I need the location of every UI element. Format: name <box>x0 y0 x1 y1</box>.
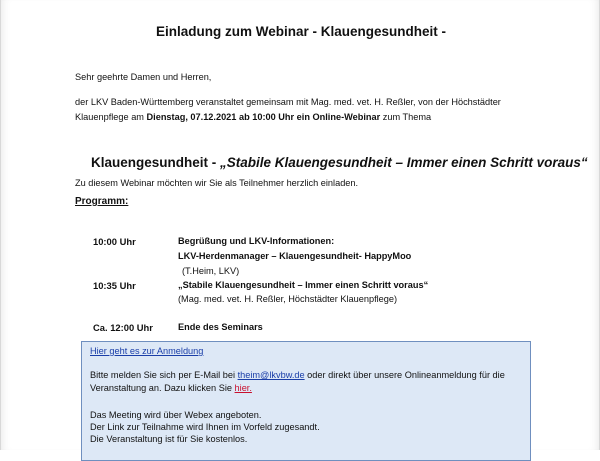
program-title-3: Ende des Seminars <box>178 322 263 332</box>
registration-box <box>81 341 531 461</box>
webex-info: Das Meeting wird über Webex angeboten. <box>90 410 262 420</box>
intro-line-1: der LKV Baden-Württemberg veranstaltet gemeinsam mit Mag. med. vet. H. Reßler, von der Höchstädter <box>75 97 501 107</box>
invite-line: Zu diesem Webinar möchten wir Sie als Teilnehmer herzlich einladen. <box>75 178 359 188</box>
registration-text-2-start: Veranstaltung an. Dazu klicken Sie <box>90 383 235 393</box>
registration-text-1-end: oder direkt über unsere Onlineanmeldung für die <box>304 370 505 380</box>
greeting: Sehr geehrte Damen und Herren, <box>75 72 212 82</box>
intro-line-2-start: Klauenpflege am <box>75 112 147 122</box>
program-note-2: (Mag. med. vet. H. Reßler, Höchstädter Klauenpflege) <box>178 294 398 304</box>
cost-info: Die Veranstaltung ist für Sie kostenlos. <box>90 434 248 444</box>
topic-title: „Stabile Klauengesundheit – Immer einen Schritt voraus“ <box>220 155 588 170</box>
program-time-2: 10:35 Uhr <box>93 280 136 291</box>
intro-line-2 <box>75 112 431 122</box>
document-title: Einladung zum Webinar - Klauengesundheit - <box>155 24 446 39</box>
program-label: Programm: <box>75 196 129 207</box>
program-title-2: „Stabile Klauengesundheit – Immer einen Schritt voraus“ <box>178 280 429 290</box>
registration-text-1 <box>90 370 505 380</box>
program-note-1: (T.Heim, LKV) <box>182 266 240 276</box>
program-time-1: 10:00 Uhr <box>93 236 136 247</box>
link-info: Der Link zur Teilnahme wird Ihnen im Vorfeld zugesandt. <box>90 422 320 432</box>
intro-line-2-end: zum Thema <box>380 112 432 122</box>
here-link[interactable]: hier. <box>234 383 252 393</box>
email-link[interactable]: theim@lkvbw.de <box>237 370 305 380</box>
program-title-1: Begrüßung und LKV-Informationen: <box>178 236 335 246</box>
webinar-date: Dienstag, 07.12.2021 ab 10:00 Uhr ein Online-Webinar <box>146 112 381 122</box>
topic-heading <box>91 155 588 170</box>
program-time-3: Ca. 12:00 Uhr <box>93 322 153 333</box>
registration-text-1-start: Bitte melden Sie sich per E-Mail bei <box>90 370 238 380</box>
registration-text-2 <box>90 383 252 393</box>
topic-prefix: Klauengesundheit - <box>91 155 221 170</box>
registration-link[interactable]: Hier geht es zur Anmeldung <box>90 346 204 356</box>
program-subtitle-1: LKV-Herdenmanager – Klauengesundheit- HappyMoo <box>178 251 412 261</box>
